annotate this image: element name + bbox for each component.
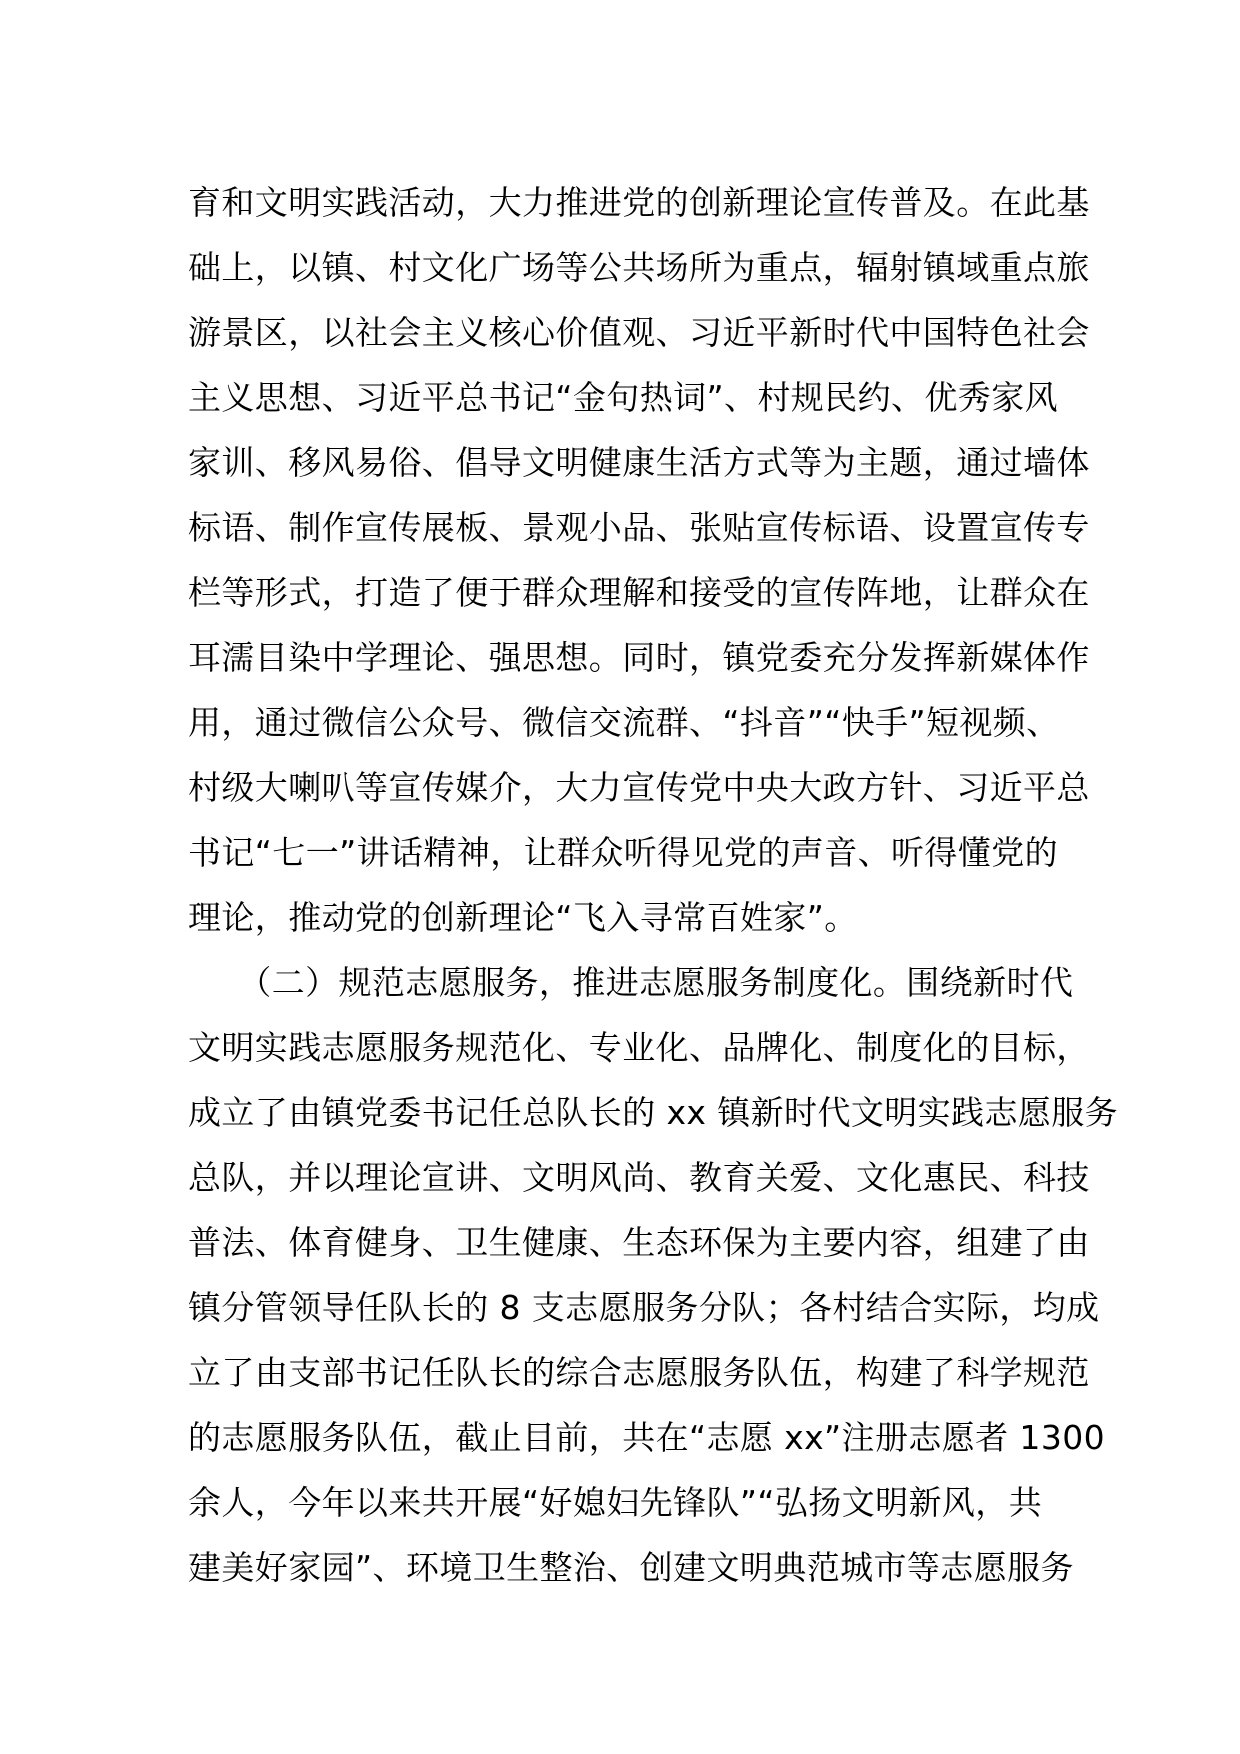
text-line: 家训、移风易俗、倡导文明健康生活方式等为主题，通过墙体 [188, 443, 1090, 482]
text-line: 书记“七一”讲话精神，让群众听得见党的声音、听得懂党的 [188, 833, 1058, 872]
text-line: 育和文明实践活动，大力推进党的创新理论宣传普及。在此基 [188, 183, 1090, 222]
text-line: 础上，以镇、村文化广场等公共场所为重点，辐射镇域重点旅 [188, 248, 1090, 287]
text-line: 普法、体育健身、卫生健康、生态环保为主要内容，组建了由 [188, 1223, 1090, 1262]
text-line: 立了由支部书记任队长的综合志愿服务队伍，构建了科学规范 [188, 1353, 1090, 1392]
text-line: 栏等形式，打造了便于群众理解和接受的宣传阵地，让群众在 [188, 573, 1090, 612]
text-line: 游景区，以社会主义核心价值观、习近平新时代中国特色社会 [188, 313, 1090, 352]
text-line: 镇分管领导任队长的 8 支志愿服务分队；各村结合实际，均成 [188, 1288, 1100, 1327]
text-line: 理论，推动党的创新理论“飞入寻常百姓家”。 [188, 898, 858, 937]
text-line: 的志愿服务队伍，截止目前，共在“志愿 xx”注册志愿者 1300 [188, 1418, 1106, 1457]
text-line: 总队，并以理论宣讲、文明风尚、教育关爱、文化惠民、科技 [188, 1158, 1090, 1197]
text-line: 耳濡目染中学理论、强思想。同时，镇党委充分发挥新媒体作 [188, 638, 1090, 677]
text-line: 村级大喇叭等宣传媒介，大力宣传党中央大政方针、习近平总 [188, 768, 1090, 807]
text-line: 文明实践志愿服务规范化、专业化、品牌化、制度化的目标， [188, 1028, 1090, 1067]
text-line: 成立了由镇党委书记任总队长的 xx 镇新时代文明实践志愿服务 [188, 1093, 1119, 1132]
body-text [188, 170, 1119, 1600]
text-line: 用，通过微信公众号、微信交流群、“抖音”“快手”短视频、 [188, 703, 1060, 742]
text-line: （二）规范志愿服务，推进志愿服务制度化。围绕新时代 [188, 963, 1074, 1002]
text-line: 主义思想、习近平总书记“金句热词”、村规民约、优秀家风 [188, 378, 1058, 417]
text-line: 余人，今年以来共开展“好媳妇先锋队”“弘扬文明新风，共 [188, 1483, 1043, 1522]
text-line: 建美好家园”、环境卫生整治、创建文明典范城市等志愿服务 [188, 1548, 1074, 1587]
text-line: 标语、制作宣传展板、景观小品、张贴宣传标语、设置宣传专 [188, 508, 1090, 547]
